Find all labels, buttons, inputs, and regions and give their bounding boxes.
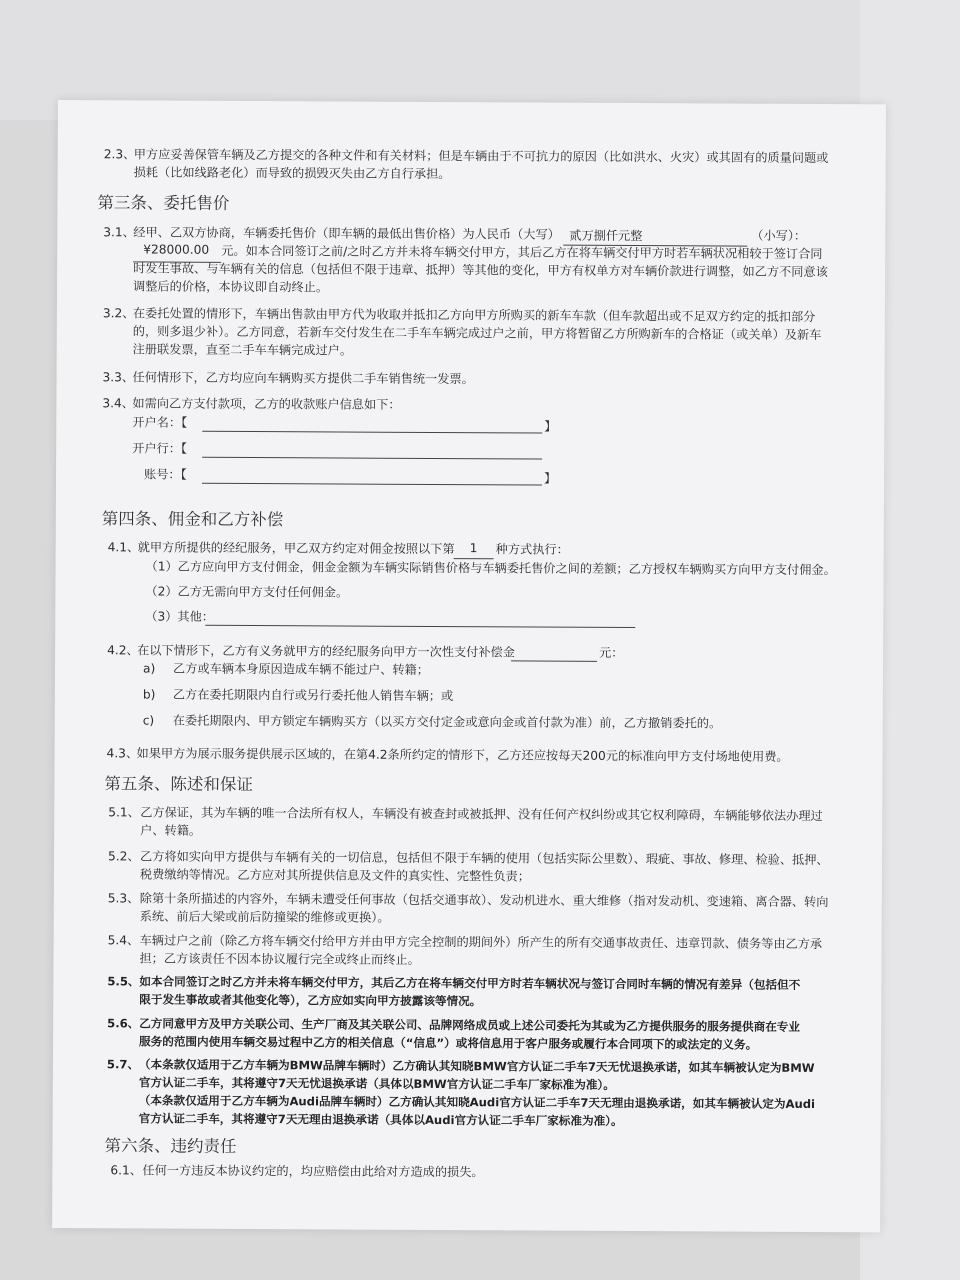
clause-5-5-line2: 限于发生事故或者其他变化等），乙方应如实向甲方披露该等情况。: [139, 992, 482, 1009]
clause-5-7-line1: （本条款仅适用于乙方车辆为BMW品牌车辆时）乙方确认其知晓BMW官方认证二手车7天无忧退换承诺，如其车辆被认定为BMW: [138, 1057, 815, 1075]
clause-5-4-line2: 担；乙方该责任不因本协议履行完全或终止而终止。: [139, 951, 420, 967]
commission-method-choice: 1: [469, 541, 478, 556]
clause-5-2-number: 5.2、: [108, 849, 140, 864]
commission-option-1: （1）乙方应向甲方支付佣金，佣金金额为车辆实际销售价格与车辆委托售价之间的差额；乙方授权车辆购买方向甲方支付佣金。: [145, 559, 836, 578]
clause-5-3-line2: 系统、前后大梁或前后防撞梁的维修或更换）。: [139, 909, 390, 925]
clause-2-3-line1: 甲方应妥善保管车辆及乙方提交的各种文件和有关材料；但是车辆由于不可抗力的原因（比如洪水、火灾）或其固有的质量问题或: [133, 147, 829, 166]
clause-5-2-line2: 税费缴纳等情况。乙方应对其所提供信息及文件的真实性、完整性负责；: [139, 867, 530, 884]
clause-4-1-number: 4.1、: [107, 540, 140, 555]
clause-5-6-number: 5.6、: [107, 1016, 140, 1031]
account-name-field: [202, 431, 542, 434]
article-4-heading: 第四条、佣金和乙方补偿: [101, 509, 284, 530]
clause-5-5-line1: 如本合同签订之时乙方并未将车辆交付甲方，其后乙方在将车辆交付甲方时若车辆状况与签订合同时车辆的情况有差异（包括但不: [139, 974, 801, 992]
clause-4-3-number: 4.3、: [106, 746, 139, 761]
clause-5-5-number: 5.5、: [107, 974, 140, 989]
clause-5-4-number: 5.4、: [107, 933, 140, 948]
account-number-bracket: 】: [543, 471, 557, 486]
contract-page: [52, 100, 886, 1232]
clause-3-2-line3: 注册联发票，直至二手车车辆完成过户。: [132, 342, 353, 358]
clause-6-1-number: 6.1、: [110, 1163, 143, 1178]
clause-3-4-line1: 如需向乙方支付款项，乙方的收款账户信息如下：: [132, 396, 401, 412]
clause-3-2-number: 3.2、: [102, 306, 135, 321]
bank-label: 开户行：【: [132, 441, 188, 456]
case-c-text: 在委托期限内、甲方锁定车辆购买方（以买方交付定金或意向金或首付款为准）前，乙方撤销委托的。: [172, 713, 722, 731]
account-number-field: [202, 483, 542, 486]
clause-3-4-number: 3.4、: [102, 396, 135, 411]
clause-4-1-line1b: 种方式执行：: [495, 542, 569, 557]
clause-3-1-line3: 时发生事故、与车辆有关的信息（包括但不限于违章、抵押）等其他的变化，甲方有权单方对车辆价款进行调整，如乙方不同意该: [133, 261, 828, 280]
clause-5-7-number: 5.7、: [106, 1057, 140, 1072]
clause-3-1-line2: 元。如本合同签订之前/之时乙方并未将车辆交付甲方，其后乙方在将车辆交付甲方时若车辆状况相较于签订合同: [221, 243, 823, 262]
clause-5-6-line2: 服务的范围内使用车辆交易过程中乙方的相关信息（“信息”）或将信息用于客户服务或履行本合同项下的或法定的义务。: [139, 1034, 758, 1052]
case-b-label: b): [142, 687, 156, 702]
clause-2-3-line2: 损耗（比如线路老化）而导致的损毁灭失由乙方自行承担。: [133, 165, 451, 182]
clause-5-7-line3: （本条款仅适用于乙方车辆为Audi品牌车辆时）乙方确认其知晓Audi官方认证二手车7天无理由退换承诺，如其车辆被认定为Audi: [138, 1093, 816, 1111]
article-6-heading: 第六条、违约责任: [104, 1136, 237, 1156]
commission-other-field: [205, 625, 635, 628]
clause-5-1-line2: 户、转籍。: [140, 823, 202, 838]
clause-2-3-number: 2.3、: [103, 147, 136, 162]
amount-in-words: 贰万捌仟元整: [569, 228, 643, 244]
clause-5-3-number: 5.3、: [107, 891, 140, 906]
clause-3-2-line1: 在委托处置的情形下，车辆出售款由甲方代为收取并抵扣乙方向甲方所购买的新车车款（但车款超出或不足双方约定的抵扣部分: [132, 306, 816, 324]
account-name-bracket: 】: [544, 419, 557, 434]
clause-5-1-line1: 乙方保证，其为车辆的唯一合法所有权人，车辆没有被查封或被抵押、没有任何产权纠纷或其它权利障碍，车辆能够依法办理过: [140, 805, 823, 824]
clause-3-1-number: 3.1、: [103, 225, 135, 240]
article-5-heading: 第五条、陈述和保证: [104, 774, 253, 795]
clause-6-1-line1: 任何一方违反本协议约定的，均应赔偿由此给对方造成的损失。: [142, 1163, 484, 1180]
amount-figure-label: （小写）：: [751, 228, 807, 243]
clause-4-2-line1: 在以下情形下，乙方有义务就甲方的经纪服务向甲方一次性支付补偿金: [137, 643, 515, 660]
clause-3-2-line2: 的，则多退少补）。乙方同意，若新车交付发生在二手车车辆完成过户之前，甲方将暂留乙方所购新车的合格证（或关单）及新车: [132, 324, 822, 343]
clause-3-3-number: 3.3、: [102, 370, 135, 385]
case-a-label: a): [142, 661, 156, 676]
bank-field: [202, 457, 542, 460]
clause-4-1-line1a: 就甲方所提供的经纪服务，甲乙双方约定对佣金按照以下第: [137, 540, 455, 557]
clause-5-7-line2: 官方认证二手车，其将遵守7天无忧退换承诺（具体以BMW官方认证二手车厂家标准为准）。: [138, 1075, 615, 1092]
clause-5-4-line1: 车辆过户之前（除乙方将车辆交付给甲方并由甲方完全控制的期间外）所产生的所有交通事故责任、违章罚款、债务等由乙方承: [139, 933, 823, 952]
compensation-amount-field: [511, 660, 597, 661]
clause-5-1-number: 5.1、: [108, 805, 140, 820]
clause-5-6-line1: 乙方同意甲方及甲方关联公司、生产厂商及其关联公司、品牌网络成员或上述公司委托为其或为乙方提供服务的服务提供商在专业: [139, 1016, 801, 1034]
clause-5-7-line4: 官方认证二手车，其将遵守7天无理由退换承诺（具体以Audi官方认证二手车厂家标准为准）。: [138, 1111, 623, 1128]
clause-5-3-line1: 除第十条所描述的内容外，车辆未遭受任何事故（包括交通事故）、发动机进水、重大维修（指对发动机、变速箱、离合器、转向: [139, 891, 829, 910]
commission-option-2: （2）乙方无需向甲方支付任何佣金。: [145, 584, 349, 600]
clause-4-2-number: 4.2、: [107, 643, 139, 658]
case-c-label: c): [142, 713, 155, 728]
commission-option-3: （3）其他：: [145, 609, 215, 624]
article-3-heading: 第三条、委托售价: [97, 193, 230, 213]
case-a-text: 乙方或车辆本身原因造成车辆不能过户、转籍；: [172, 661, 429, 677]
account-number-label: 账号：【: [144, 467, 187, 482]
compensation-unit: 元：: [599, 645, 624, 660]
account-name-label: 开户名：【: [132, 415, 188, 430]
amount-in-figures: ¥28000.00: [143, 242, 210, 257]
clause-5-2-line1: 乙方将如实向甲方提供与车辆有关的一切信息，包括但不限于车辆的使用（包括实际公里数）、瑕疵、事故、修理、检验、抵押、: [140, 849, 829, 868]
case-b-text: 乙方在委托期限内自行或另行委托他人销售车辆；或: [172, 687, 454, 704]
clause-4-3-line1: 如果甲方为展示服务提供展示区域的，在第4.2条所约定的情形下，乙方还应按每天200元的标准向甲方支付场地使用费。: [136, 746, 789, 764]
clause-3-3-line1: 任何情形下，乙方均应向车辆购买方提供二手车销售统一发票。: [132, 370, 474, 387]
clause-3-1-line1: 经甲、乙双方协商，车辆委托售价（即车辆的最低出售价格）为人民币（大写）: [133, 225, 560, 242]
clause-3-1-line4: 调整后的价格，本协议即自动终止。: [132, 279, 329, 295]
